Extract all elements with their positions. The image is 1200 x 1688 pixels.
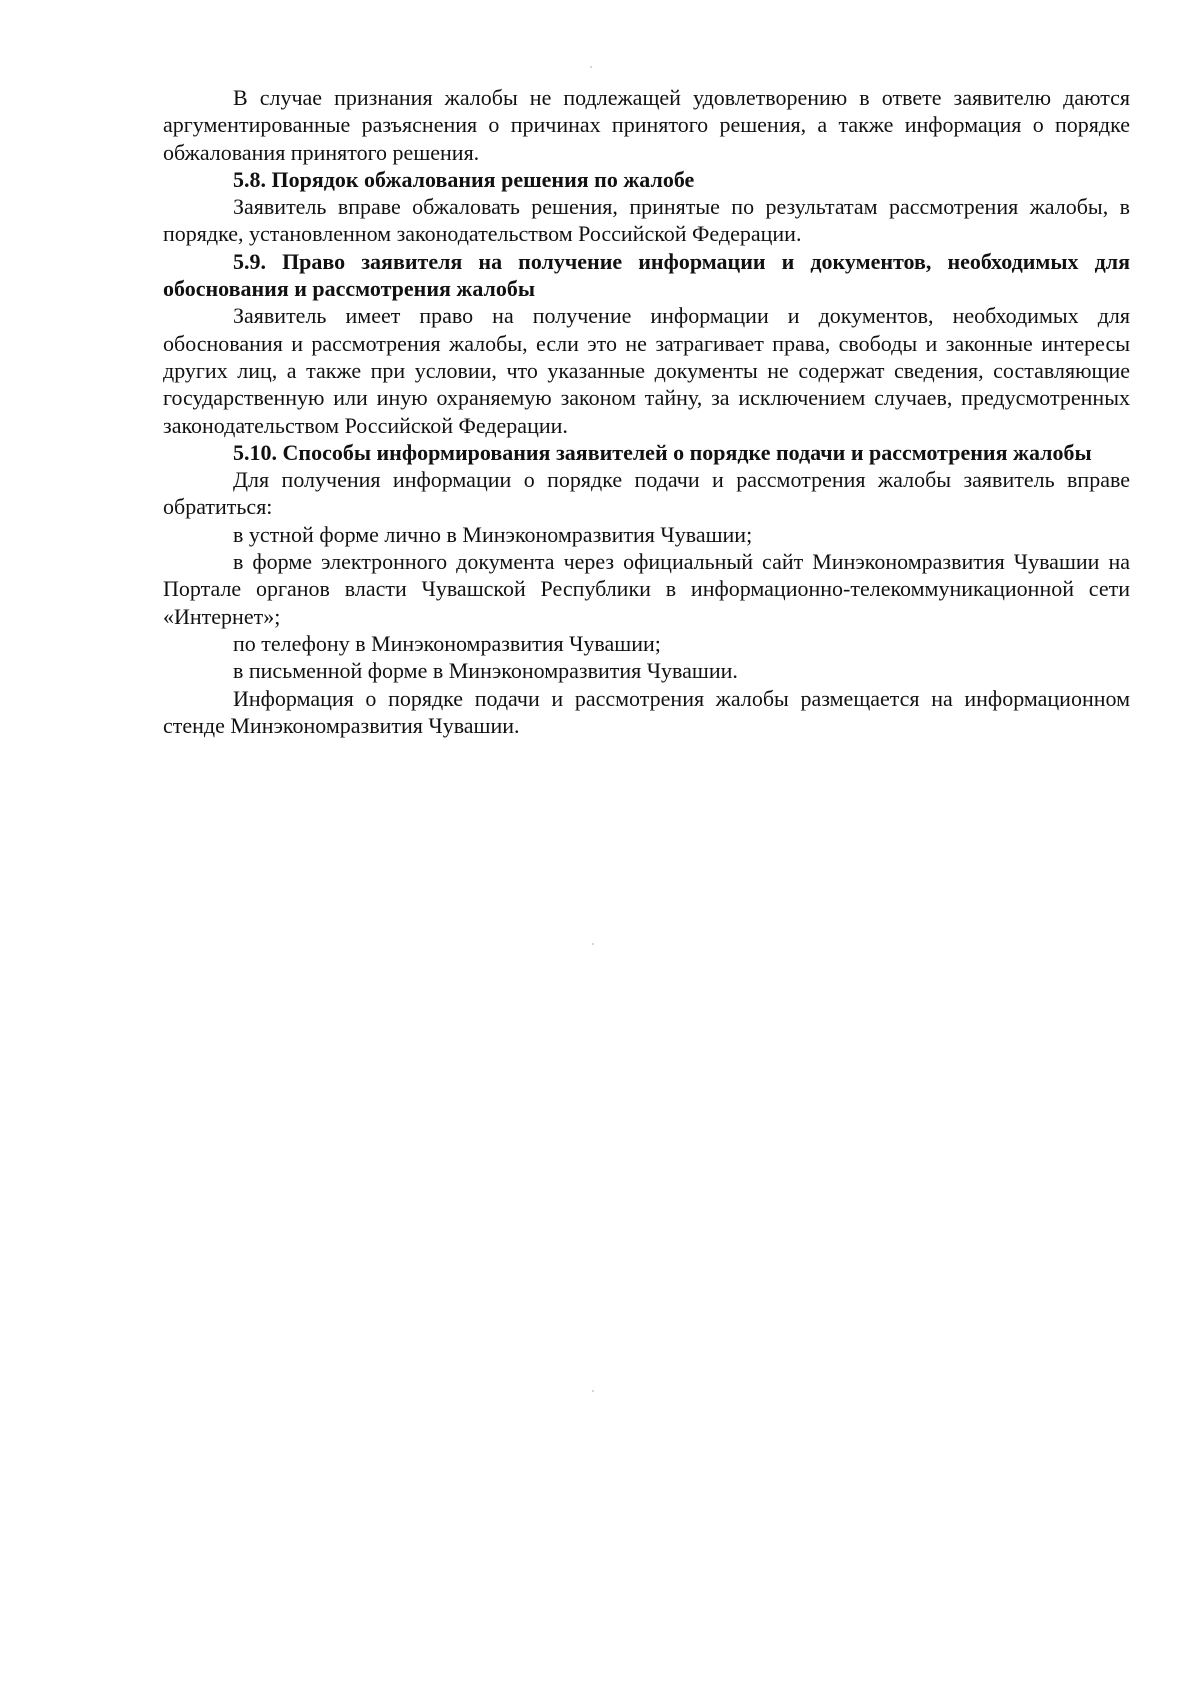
paragraph: Заявитель вправе обжаловать решения, принятые по результатам рассмотрения жалобы, в порядке, установленном законодательством Российской Федерации. — [163, 194, 1130, 247]
paragraph: Информация о порядке подачи и рассмотрения жалобы размещается на информационном стенде Минэкономразвития Чувашии. — [163, 685, 1130, 738]
paragraph: Для получения информации о порядке подачи и рассмотрения жалобы заявитель вправе обратиться: — [163, 467, 1130, 520]
list-item: в форме электронного документа через официальный сайт Минэкономразвития Чувашии на Портале органов власти Чувашской Республики в информационно-телекоммуникационной сети «Интернет»; — [163, 549, 1130, 629]
section-heading: 5.9. Право заявителя на получение информации и документов, необходимых для обоснования и рассмотрения жалобы — [163, 248, 1130, 302]
section-heading: 5.10. Способы информирования заявителей о порядке подачи и рассмотрения жалобы — [233, 439, 1092, 465]
list-item: в письменной форме в Минэкономразвития Чувашии. — [233, 658, 738, 684]
scan-speck — [590, 66, 592, 68]
document-body — [163, 84, 1130, 739]
list-item: по телефону в Минэкономразвития Чувашии; — [233, 630, 661, 656]
paragraph: В случае признания жалобы не подлежащей удовлетворению в ответе заявителю даются аргументированные разъяснения о причинах принятого решения, а также информация о порядке обжалования принятого решения. — [163, 85, 1130, 165]
list-item: в устной форме лично в Минэкономразвития Чувашии; — [233, 521, 753, 547]
scan-speck — [592, 1390, 594, 1392]
paragraph: Заявитель имеет право на получение информации и документов, необходимых для обоснования и рассмотрения жалобы, если это не затрагивает права, свободы и законные интересы других лиц, а также при условии, что указанные документы не содержат сведения, составляющие государственную или иную охраняемую законом тайну, за исключением случаев, предусмотренных законодательством Российской Федерации. — [163, 303, 1130, 438]
section-heading: 5.8. Порядок обжалования решения по жалобе — [233, 166, 695, 192]
scan-speck — [592, 943, 594, 945]
